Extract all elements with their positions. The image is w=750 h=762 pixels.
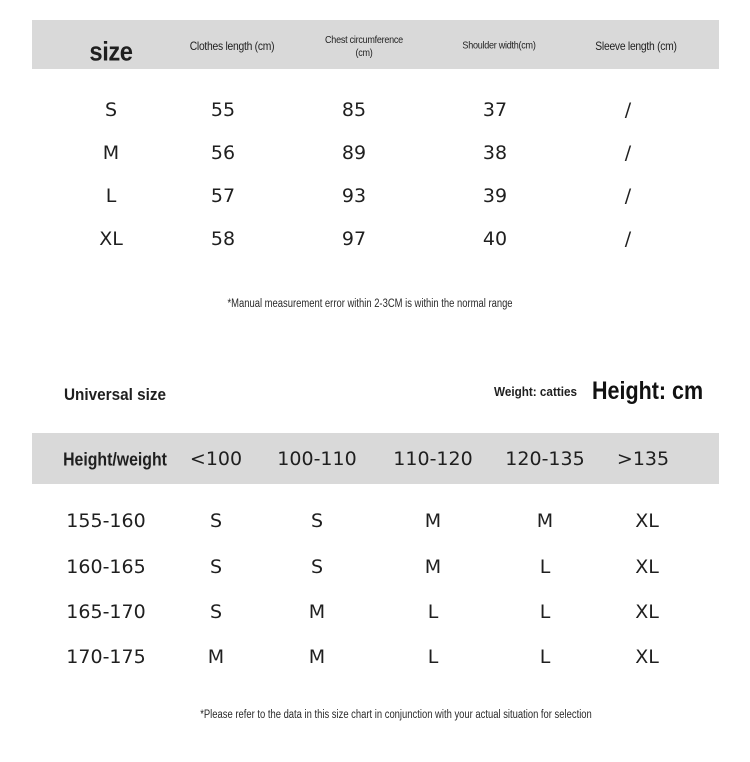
shoulder-cell: 40	[482, 228, 508, 250]
clothes-length-cell: 58	[210, 228, 236, 250]
header-height-weight: Height/weight	[63, 449, 167, 470]
size-cell: L	[539, 646, 551, 668]
size-cell: M	[424, 556, 442, 578]
shoulder-cell: 38	[482, 142, 508, 164]
sleeve-cell: /	[624, 99, 632, 121]
size-cell: S	[209, 556, 223, 578]
height-range-cell: 155-160	[66, 510, 146, 532]
size-cell: M	[308, 646, 326, 668]
size-cell: L	[427, 601, 439, 623]
sleeve-cell: /	[624, 228, 632, 250]
header-clothes-length: Clothes length (cm)	[189, 39, 275, 53]
size-cell: L	[539, 556, 551, 578]
size-cell: XL	[635, 646, 659, 668]
header-shoulder-width: Shoulder width(cm)	[462, 39, 536, 52]
chest-cell: 97	[341, 228, 367, 250]
size-cell: M	[536, 510, 554, 532]
height-range-cell: 165-170	[66, 601, 146, 623]
shoulder-cell: 39	[482, 185, 508, 207]
size-cell: M	[308, 601, 326, 623]
size-cell: M	[207, 646, 225, 668]
size-cell: L	[539, 601, 551, 623]
header-weight-range: <100	[189, 448, 243, 470]
size-cell: L	[105, 185, 117, 207]
sleeve-cell: /	[624, 142, 632, 164]
height-range-cell: 160-165	[66, 556, 146, 578]
measurement-note: *Manual measurement error within 2-3CM is within the normal range	[227, 298, 513, 310]
size-cell: XL	[99, 228, 123, 250]
chest-cell: 89	[341, 142, 367, 164]
header-sleeve-length: Sleeve length (cm)	[595, 39, 677, 53]
header-chest-circumference: Chest circumference (cm)	[325, 34, 403, 59]
size-cell: S	[209, 510, 223, 532]
size-cell: S	[310, 510, 324, 532]
header-size: size	[89, 36, 133, 67]
size-cell: XL	[635, 601, 659, 623]
chest-cell: 93	[341, 185, 367, 207]
size-cell: S	[310, 556, 324, 578]
shoulder-cell: 37	[482, 99, 508, 121]
header-weight-range: 120-135	[505, 448, 585, 470]
selection-note: *Please refer to the data in this size chart in conjunction with your actual situation for selection	[200, 709, 592, 721]
height-range-cell: 170-175	[66, 646, 146, 668]
sleeve-cell: /	[624, 185, 632, 207]
size-cell: S	[104, 99, 118, 121]
header-weight-range: 110-120	[393, 448, 473, 470]
clothes-length-cell: 56	[210, 142, 236, 164]
height-unit-label: Height: cm	[592, 377, 704, 405]
size-cell: S	[209, 601, 223, 623]
size-cell: M	[424, 510, 442, 532]
clothes-length-cell: 55	[210, 99, 236, 121]
header-weight-range: 100-110	[277, 448, 357, 470]
chest-cell: 85	[341, 99, 367, 121]
size-cell: M	[102, 142, 120, 164]
header-weight-range: >135	[616, 448, 670, 470]
weight-unit-label: Weight: catties	[494, 384, 577, 399]
size-cell: L	[427, 646, 439, 668]
size-cell: XL	[635, 510, 659, 532]
clothes-length-cell: 57	[210, 185, 236, 207]
size-cell: XL	[635, 556, 659, 578]
universal-size-title: Universal size	[64, 385, 167, 404]
